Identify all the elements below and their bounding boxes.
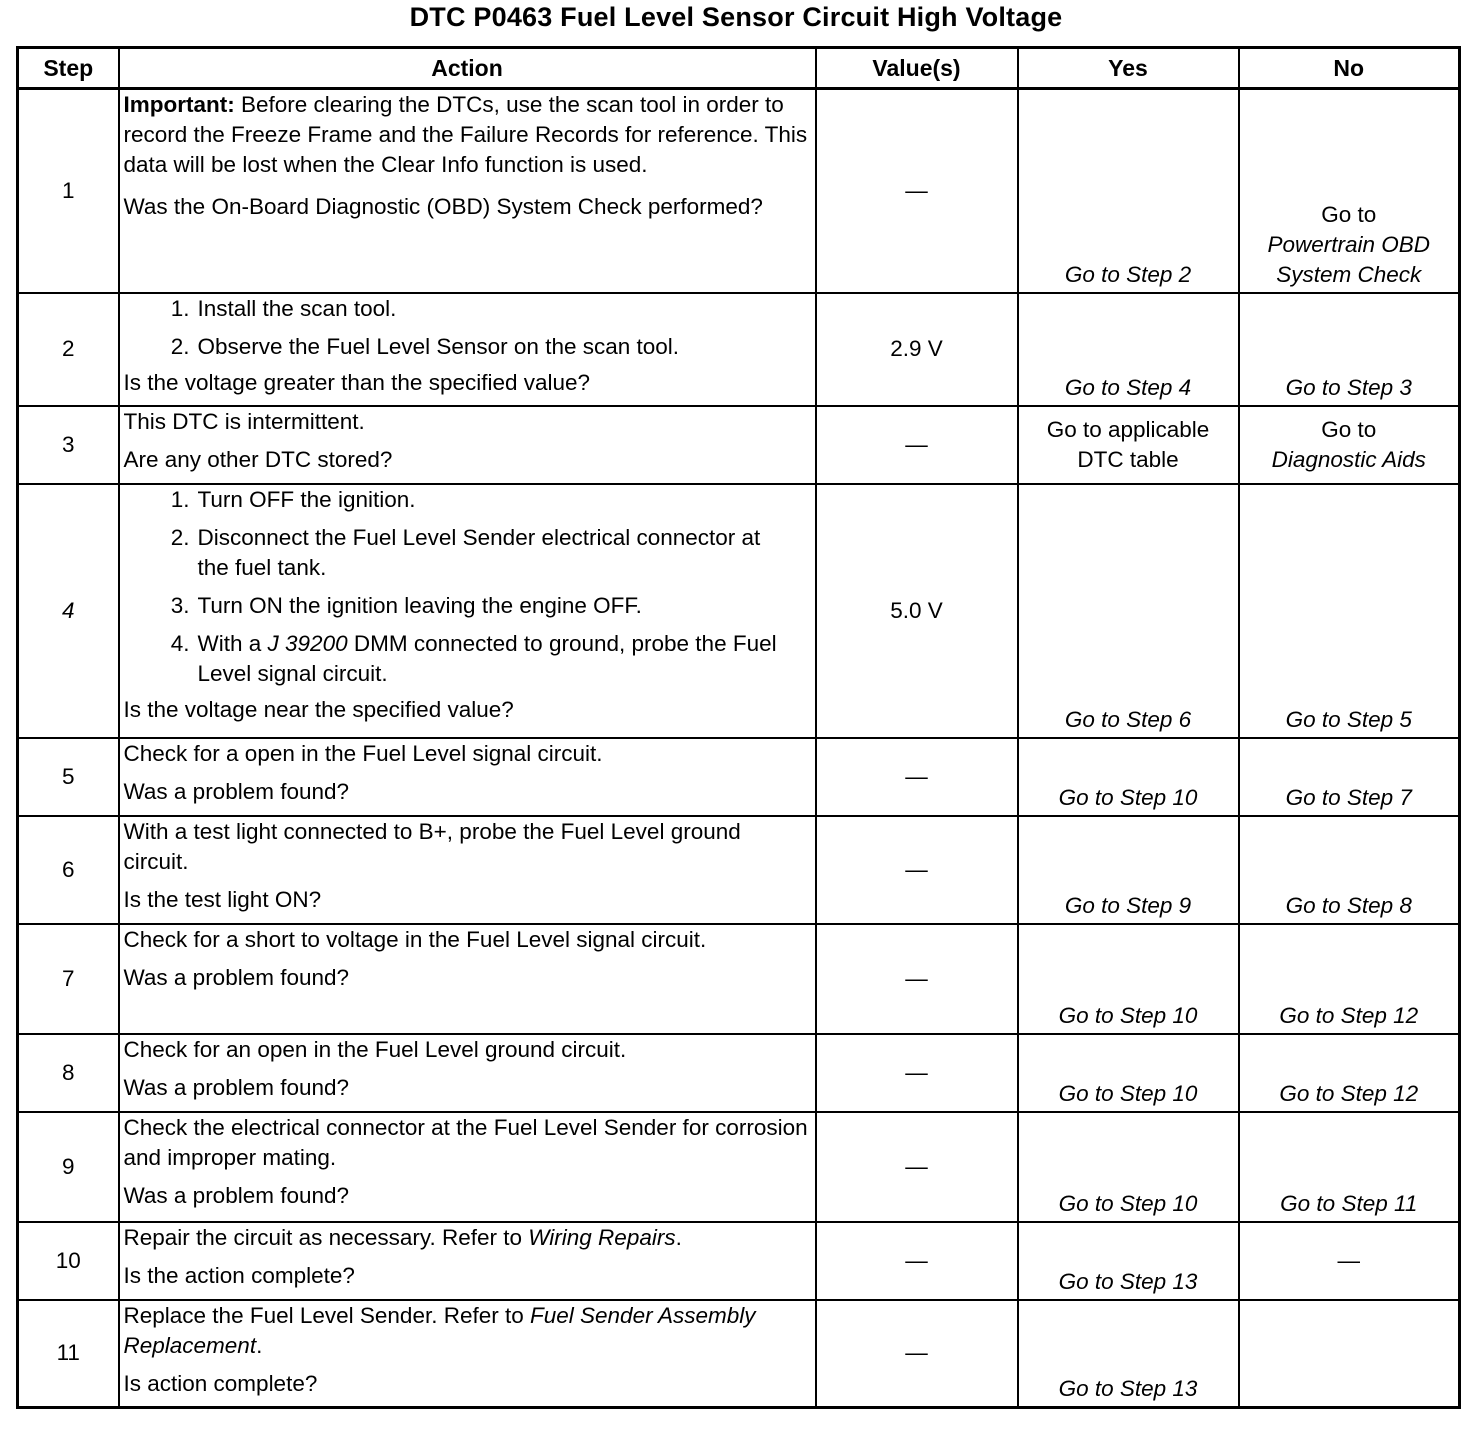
no-cell: — bbox=[1239, 1222, 1460, 1300]
question-text: Is the test light ON? bbox=[123, 886, 322, 912]
yes-cell bbox=[1018, 89, 1239, 293]
yes-link[interactable]: Go to Step 13 bbox=[1058, 1376, 1198, 1401]
question-text: Was the On-Board Diagnostic (OBD) System Check performed? bbox=[123, 194, 763, 219]
action-text: Replace the Fuel Level Sender. Refer to bbox=[123, 1302, 530, 1328]
action-text: This DTC is intermittent. bbox=[123, 408, 365, 434]
value-cell: — bbox=[816, 1112, 1018, 1222]
no-link[interactable]: Powertrain OBD System Check bbox=[1267, 231, 1431, 287]
step-number: 7 bbox=[18, 924, 119, 1034]
yes-cell bbox=[1018, 293, 1239, 406]
action-cell bbox=[119, 924, 816, 1034]
yes-link[interactable]: Go to Step 10 bbox=[1058, 1080, 1198, 1106]
question-text: Is action complete? bbox=[123, 1370, 318, 1396]
action-cell bbox=[119, 816, 816, 924]
step-number: 4 bbox=[18, 484, 119, 738]
table-row bbox=[18, 816, 1460, 924]
step-number: 10 bbox=[18, 1222, 119, 1300]
no-link[interactable]: Go to Step 11 bbox=[1280, 1190, 1418, 1216]
step-number: 2 bbox=[18, 293, 119, 406]
yes-cell bbox=[1018, 738, 1239, 816]
no-link[interactable]: Go to Step 3 bbox=[1285, 374, 1412, 400]
action-cell bbox=[119, 738, 816, 816]
yes-link[interactable]: Go to Step 4 bbox=[1064, 374, 1192, 400]
question-text: Is the voltage near the specified value? bbox=[123, 696, 514, 722]
question-text: Was a problem found? bbox=[123, 1074, 350, 1100]
yes-link[interactable]: Go to Step 13 bbox=[1058, 1268, 1198, 1294]
table-row bbox=[18, 1300, 1460, 1408]
action-cell bbox=[119, 1034, 816, 1112]
yes-cell bbox=[1018, 484, 1239, 738]
action-cell bbox=[119, 406, 816, 484]
no-cell bbox=[1239, 293, 1460, 406]
table-row bbox=[18, 406, 1460, 484]
yes-cell bbox=[1018, 816, 1239, 924]
action-cell bbox=[119, 293, 816, 406]
value-cell: 2.9 V bbox=[816, 293, 1018, 406]
yes-cell bbox=[1018, 1034, 1239, 1112]
value-cell: — bbox=[816, 1300, 1018, 1408]
yes-link[interactable]: Go to Step 10 bbox=[1058, 784, 1198, 810]
no-prefix: Go to bbox=[1321, 201, 1377, 227]
action-cell bbox=[119, 89, 816, 293]
value-cell: — bbox=[816, 924, 1018, 1034]
step-number: 11 bbox=[18, 1300, 119, 1408]
no-cell bbox=[1239, 1112, 1460, 1222]
header-no: No bbox=[1239, 48, 1460, 89]
no-link[interactable]: Go to Step 8 bbox=[1285, 892, 1412, 918]
no-cell bbox=[1239, 816, 1460, 924]
action-text-end: . bbox=[256, 1332, 263, 1358]
no-cell bbox=[1239, 1300, 1460, 1408]
sub-step: 4. With a J 39200 DMM connected to ground, probe the Fuel Level signal circuit. bbox=[170, 630, 777, 686]
header-action: Action bbox=[119, 48, 816, 89]
yes-link[interactable]: Go to Step 9 bbox=[1064, 892, 1192, 918]
table-header bbox=[18, 48, 1460, 89]
yes-link[interactable]: Go to applicable DTC table bbox=[1046, 416, 1210, 472]
step-number: 5 bbox=[18, 738, 119, 816]
value-cell: — bbox=[816, 406, 1018, 484]
action-text: Check for an open in the Fuel Level ground circuit. bbox=[123, 1036, 627, 1062]
reference-link[interactable]: Fuel Sender Assembly Replacement bbox=[123, 1302, 756, 1358]
question-text: Is the voltage greater than the specified value? bbox=[123, 369, 591, 395]
diagnostic-table bbox=[16, 46, 1461, 1409]
sub-step: 2. Observe the Fuel Level Sensor on the scan tool. bbox=[170, 333, 680, 359]
question-text: Was a problem found? bbox=[123, 778, 350, 804]
question-text: Was a problem found? bbox=[123, 964, 350, 990]
table-row bbox=[18, 924, 1460, 1034]
no-cell bbox=[1239, 924, 1460, 1034]
no-prefix: Go to bbox=[1321, 416, 1377, 442]
yes-cell bbox=[1018, 1112, 1239, 1222]
no-cell bbox=[1239, 1034, 1460, 1112]
step-number: 9 bbox=[18, 1112, 119, 1222]
important-label: Important: bbox=[123, 92, 235, 117]
question-text: Is the action complete? bbox=[123, 1262, 355, 1288]
yes-cell bbox=[1018, 1222, 1239, 1300]
action-text: Check the electrical connector at the Fuel Level Sender for corrosion and improper mating. bbox=[123, 1114, 808, 1170]
sub-step: 1. Turn OFF the ignition. bbox=[170, 486, 416, 512]
value-cell: — bbox=[816, 816, 1018, 924]
table-row bbox=[18, 1222, 1460, 1300]
value-cell: — bbox=[816, 1222, 1018, 1300]
table-row bbox=[18, 89, 1460, 293]
tool-reference: J 39200 bbox=[267, 630, 348, 656]
value-cell: — bbox=[816, 89, 1018, 293]
table-row bbox=[18, 738, 1460, 816]
action-cell bbox=[119, 484, 816, 738]
value-cell: 5.0 V bbox=[816, 484, 1018, 738]
no-cell bbox=[1239, 89, 1460, 293]
sub-step: 1. Install the scan tool. bbox=[170, 295, 397, 321]
no-link[interactable]: Go to Step 12 bbox=[1279, 1080, 1419, 1106]
yes-link[interactable]: Go to Step 10 bbox=[1058, 1190, 1198, 1216]
table-row bbox=[18, 293, 1460, 406]
page-title: DTC P0463 Fuel Level Sensor Circuit High Voltage bbox=[409, 2, 1063, 32]
sub-step: 3. Turn ON the ignition leaving the engine OFF. bbox=[170, 592, 642, 618]
action-text: Check for a short to voltage in the Fuel Level signal circuit. bbox=[123, 926, 707, 952]
question-text: Was a problem found? bbox=[123, 1182, 350, 1208]
yes-cell bbox=[1018, 1300, 1239, 1408]
table-row bbox=[18, 1112, 1460, 1222]
step-number: 6 bbox=[18, 816, 119, 924]
yes-link[interactable]: Go to Step 6 bbox=[1064, 706, 1192, 732]
no-link[interactable]: Diagnostic Aids bbox=[1271, 446, 1426, 472]
no-cell bbox=[1239, 406, 1460, 484]
yes-link[interactable]: Go to Step 2 bbox=[1064, 261, 1192, 287]
no-cell bbox=[1239, 738, 1460, 816]
step-number: 3 bbox=[18, 406, 119, 484]
reference-link[interactable]: Wiring Repairs bbox=[528, 1224, 676, 1250]
important-text: Before clearing the DTCs, use the scan tool in order to record the Freeze Frame and the Failure Records for reference. This data will be lost when the Clear Info function is used. bbox=[123, 92, 808, 177]
action-cell bbox=[119, 1222, 816, 1300]
yes-cell bbox=[1018, 406, 1239, 484]
no-cell bbox=[1239, 484, 1460, 738]
action-text: With a test light connected to B+, probe the Fuel Level ground circuit. bbox=[123, 818, 741, 874]
no-link[interactable]: Go to Step 5 bbox=[1285, 706, 1412, 732]
table-row bbox=[18, 1034, 1460, 1112]
value-cell: — bbox=[816, 1034, 1018, 1112]
no-link[interactable]: Go to Step 12 bbox=[1279, 1002, 1419, 1028]
table-row bbox=[18, 484, 1460, 738]
header-yes: Yes bbox=[1018, 48, 1239, 89]
action-text-end: . bbox=[675, 1224, 682, 1250]
yes-link[interactable]: Go to Step 10 bbox=[1058, 1002, 1198, 1028]
action-cell bbox=[119, 1300, 816, 1408]
header-step: Step bbox=[18, 48, 119, 89]
value-cell: — bbox=[816, 738, 1018, 816]
action-text: Repair the circuit as necessary. Refer to bbox=[123, 1224, 529, 1250]
no-link[interactable]: Go to Step 7 bbox=[1285, 784, 1412, 810]
question-text: Are any other DTC stored? bbox=[123, 446, 393, 472]
step-number: 1 bbox=[18, 89, 119, 293]
step-number: 8 bbox=[18, 1034, 119, 1112]
sub-step: 2. Disconnect the Fuel Level Sender electrical connector at the fuel tank. bbox=[170, 524, 761, 580]
action-text: Check for a open in the Fuel Level signal circuit. bbox=[123, 740, 603, 766]
action-cell bbox=[119, 1112, 816, 1222]
yes-cell bbox=[1018, 924, 1239, 1034]
header-values: Value(s) bbox=[816, 48, 1018, 89]
